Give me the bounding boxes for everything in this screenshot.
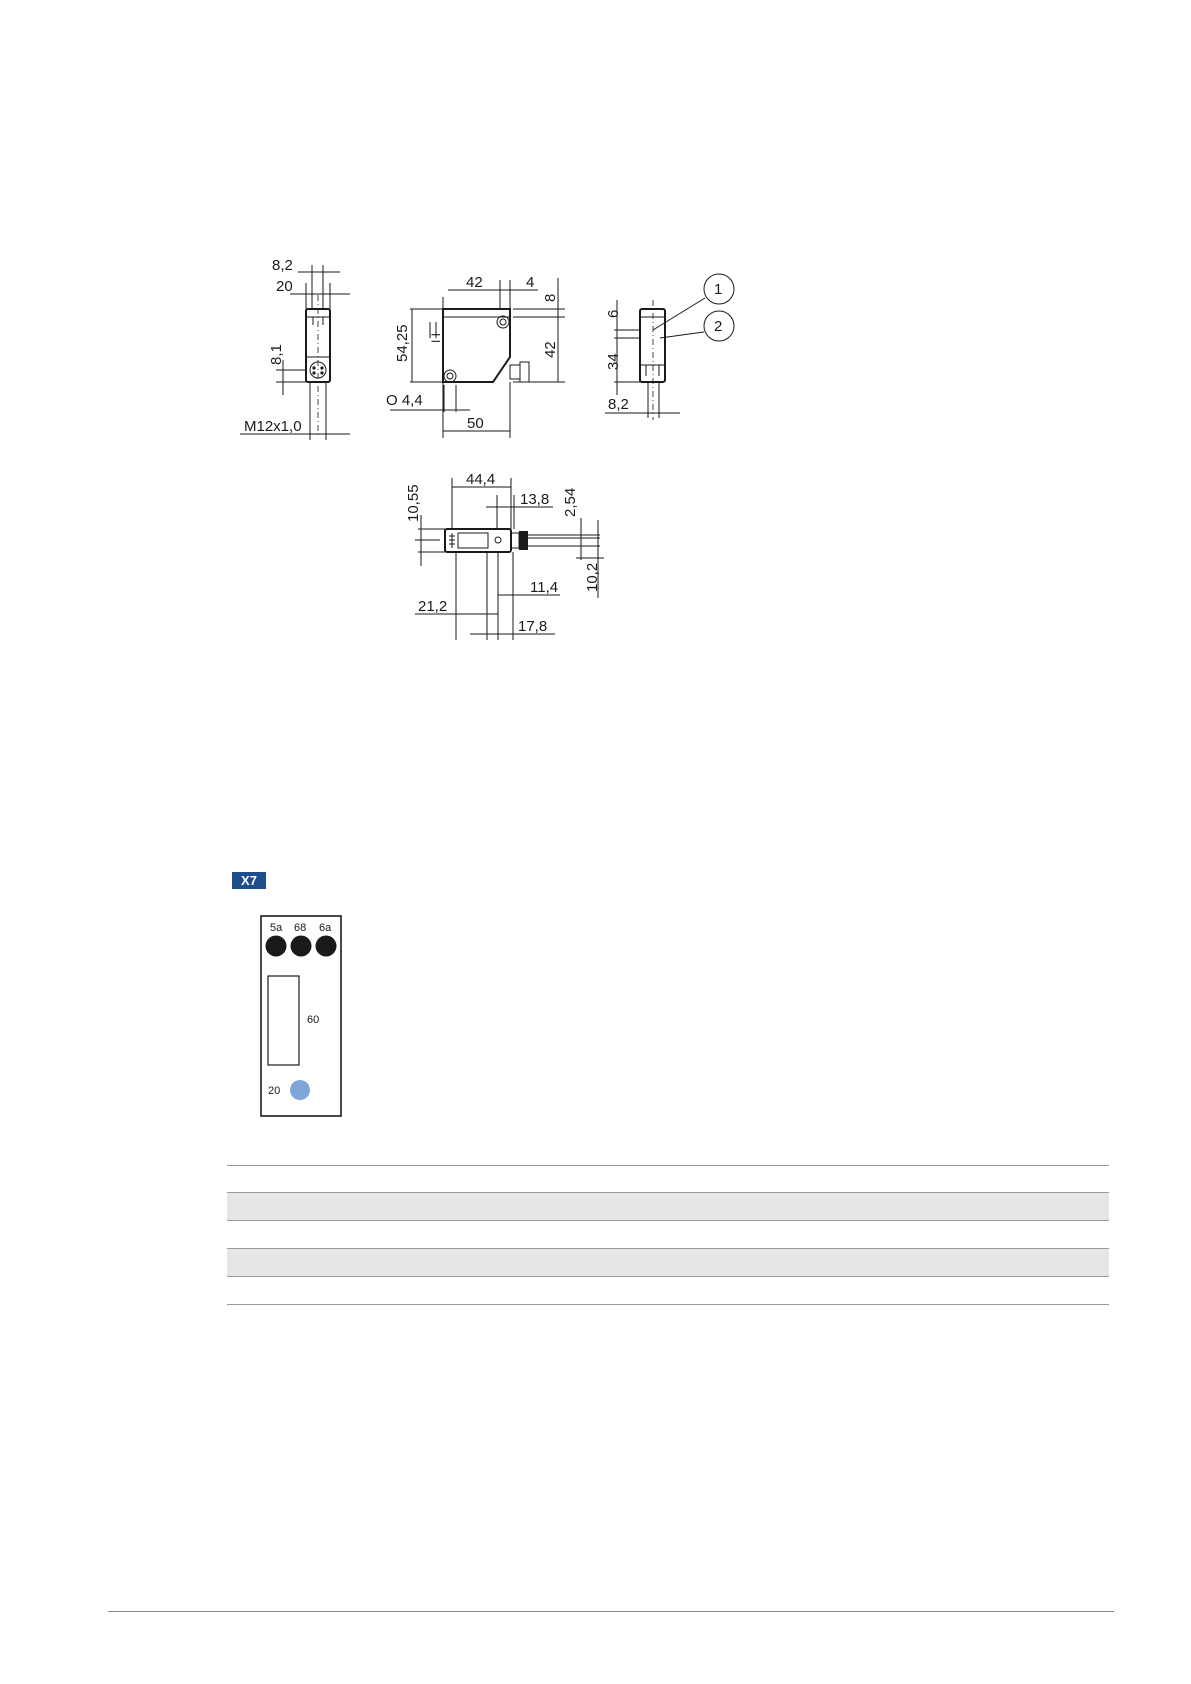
rear-housing (640, 309, 665, 382)
dim-side-54-25: 54,25 (394, 324, 411, 362)
table-row (227, 1249, 1109, 1277)
dim-top-13-8: 13,8 (520, 491, 550, 508)
footer-divider (108, 1611, 1114, 1612)
dim-top-21-2: 21,2 (418, 598, 448, 615)
pin-20 (290, 1080, 310, 1100)
dim-top-2-54: 2,54 (562, 487, 579, 517)
dim-side-hole: O 4,4 (386, 392, 423, 409)
dim-rear-6: 6 (605, 309, 622, 318)
dim-top-17-8: 17,8 (518, 618, 548, 635)
mounting-hole-bottom (444, 370, 456, 382)
mounting-hole-top (497, 316, 509, 328)
connector-diagram (261, 916, 341, 1116)
dim-side-42-top: 42 (466, 274, 483, 291)
dim-front-8-2: 8,2 (272, 257, 293, 274)
dim-rear-34: 34 (605, 353, 622, 370)
side-view (386, 274, 565, 438)
front-view (240, 257, 350, 440)
pin-5a (266, 936, 287, 957)
dim-rear-8-2: 8,2 (608, 396, 629, 413)
pin-68 (291, 936, 312, 957)
callout-2: 2 (714, 318, 723, 335)
table-row (227, 1221, 1109, 1249)
top-view (405, 471, 604, 640)
pin-6a (316, 936, 337, 957)
connector-badge: X7 (232, 872, 266, 889)
slot-label-60: 60 (307, 1014, 320, 1026)
callout-1: 1 (714, 281, 723, 298)
dim-side-50: 50 (467, 415, 484, 432)
pin-label-20: 20 (268, 1085, 281, 1097)
dim-top-10-55: 10,55 (405, 484, 422, 522)
dim-front-8-1: 8,1 (268, 344, 285, 365)
dim-top-44-4: 44,4 (466, 471, 496, 488)
dim-top-11-4: 11,4 (530, 579, 559, 596)
table-row (227, 1277, 1109, 1305)
table-row (227, 1193, 1109, 1221)
data-table (227, 1165, 1109, 1305)
dim-side-42-right: 42 (542, 341, 559, 358)
rear-view (605, 274, 734, 420)
dim-front-20: 20 (276, 278, 293, 295)
dim-top-10-2: 10,2 (584, 562, 601, 592)
pin-label-6a: 6a (319, 922, 332, 934)
dim-side-4: 4 (526, 274, 535, 291)
dim-front-thread: M12x1,0 (244, 418, 302, 435)
pin-label-68: 68 (294, 922, 307, 934)
dim-side-8: 8 (542, 293, 559, 302)
table-row (227, 1165, 1109, 1193)
side-marker: I I (429, 332, 443, 343)
pin-label-5a: 5a (270, 922, 283, 934)
connector-slot (268, 976, 299, 1065)
